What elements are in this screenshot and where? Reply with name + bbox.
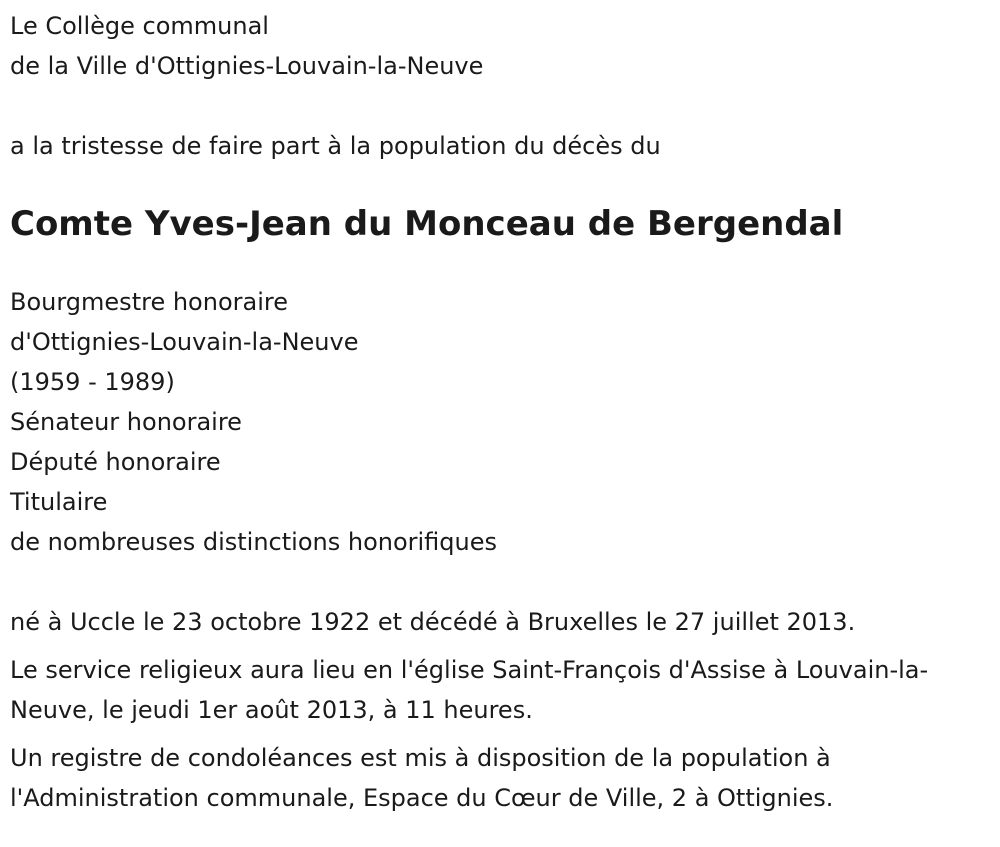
issuer-line-2: de la Ville d'Ottignies-Louvain-la-Neuve [10,52,484,80]
title-line: d'Ottignies-Louvain-la-Neuve [10,328,359,356]
obituary-notice [10,6,985,818]
title-line: Titulaire [10,488,108,516]
birth-death-paragraph: né à Uccle le 23 octobre 1922 et décédé à Bruxelles le 27 juillet 2013. [10,608,856,636]
title-line: Bourgmestre honoraire [10,288,288,316]
condolence-register-paragraph: Un registre de condoléances est mis à disposition de la population à l'Administration communale, Espace du Cœur de Ville, 2 à Ottignies. [10,744,834,812]
deceased-name-heading: Comte Yves-Jean du Monceau de Bergendal [10,204,844,244]
title-line: de nombreuses distinctions honorifiques [10,528,498,556]
title-line: Sénateur honoraire [10,408,242,436]
issuer-block [10,6,985,86]
title-line: (1959 - 1989) [10,368,175,396]
title-line: Député honoraire [10,448,221,476]
issuer-line-1: Le Collège communal [10,12,269,40]
funeral-service-paragraph: Le service religieux aura lieu en l'église Saint-François d'Assise à Louvain-la-Neuve, le jeudi 1er août 2013, à 11 heures. [10,656,929,724]
spacer [10,86,985,126]
announcement-intro: a la tristesse de faire part à la population du décès du [10,132,661,160]
titles-list [10,282,985,562]
